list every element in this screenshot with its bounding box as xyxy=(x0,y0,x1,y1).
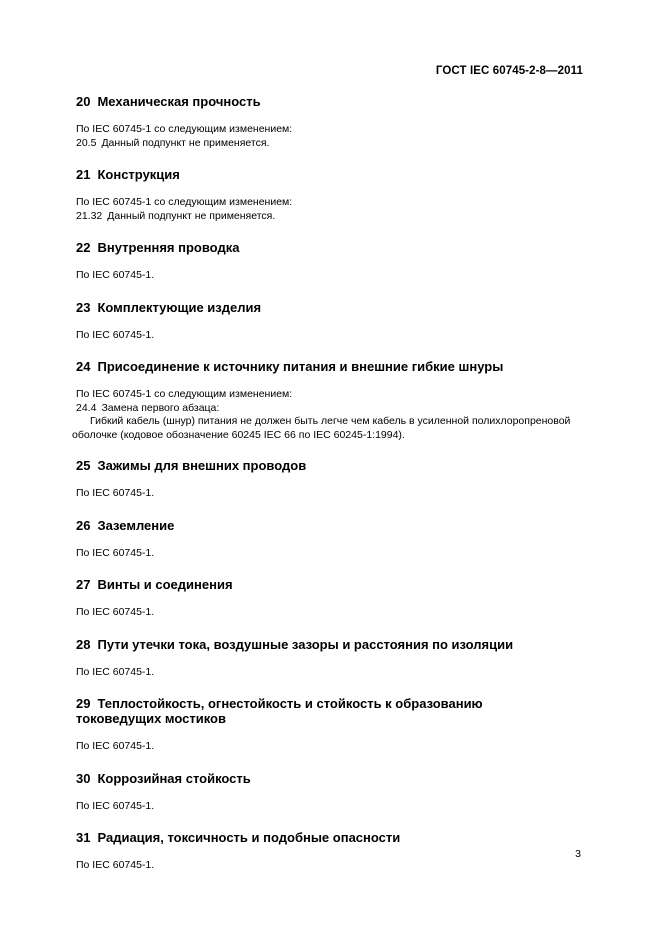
section-title: Коррозийная стойкость xyxy=(97,770,251,786)
section-number: 21 xyxy=(76,167,91,182)
section-27 xyxy=(76,577,586,620)
section-title: Зажимы для внешних проводов xyxy=(97,458,307,473)
subclause-number: 21.32 xyxy=(76,209,103,222)
subclause-text: Данный подпункт не применяется. xyxy=(101,136,270,149)
section-title-continuation: токоведущих мостиков xyxy=(76,711,226,726)
paragraph: По IEC 60745-1. xyxy=(76,546,155,559)
document-code: ГОСТ IEC 60745-2-8—2011 xyxy=(435,65,583,77)
section-heading xyxy=(76,771,586,786)
section-25 xyxy=(76,458,586,501)
paragraph: По IEC 60745-1. xyxy=(76,606,155,618)
section-heading xyxy=(76,518,586,533)
section-heading xyxy=(76,94,586,109)
section-heading xyxy=(76,359,586,374)
section-number: 23 xyxy=(76,299,91,315)
section-number: 25 xyxy=(76,458,91,473)
section-heading xyxy=(76,696,586,726)
section-heading xyxy=(76,300,586,315)
subclause xyxy=(76,402,586,416)
paragraph: По IEC 60745-1 со следующим изменением: xyxy=(76,123,293,135)
paragraph: По IEC 60745-1. xyxy=(76,665,155,678)
paragraph: По IEC 60745-1. xyxy=(76,269,155,281)
section-24 xyxy=(72,359,586,442)
section-title: Присоединение к источнику питания и внешние гибкие шнуры xyxy=(97,359,504,374)
section-number: 26 xyxy=(76,517,91,533)
section-26 xyxy=(76,518,586,561)
section-title: Теплостойкость, огнестойкость и стойкость к образованию xyxy=(97,696,483,711)
section-number: 30 xyxy=(76,770,91,786)
section-title: Конструкция xyxy=(97,167,180,182)
section-number: 31 xyxy=(76,830,91,845)
section-title: Радиация, токсичность и подобные опасности xyxy=(97,830,401,845)
section-title: Внутренняя проводка xyxy=(97,240,240,255)
section-28 xyxy=(76,637,586,680)
section-heading xyxy=(76,830,586,845)
section-30 xyxy=(76,771,586,814)
paragraph: По IEC 60745-1. xyxy=(76,328,155,341)
section-23 xyxy=(76,300,586,343)
subclause xyxy=(76,210,586,224)
subclause xyxy=(76,137,586,151)
subclause-number: 24.4 xyxy=(76,401,97,414)
section-title: Заземление xyxy=(97,517,175,533)
paragraph: По IEC 60745-1. xyxy=(76,799,155,812)
section-20 xyxy=(76,94,586,150)
section-title: Механическая прочность xyxy=(97,94,261,109)
section-title: Комплектующие изделия xyxy=(97,299,262,315)
section-21 xyxy=(76,167,586,223)
section-number: 24 xyxy=(76,359,91,374)
subclause-text: Данный подпункт не применяется. xyxy=(107,209,276,222)
paragraph: По IEC 60745-1. xyxy=(76,487,155,499)
section-number: 22 xyxy=(76,240,91,255)
section-29 xyxy=(76,696,586,754)
paragraph: Гибкий кабель (шнур) питания не должен быть легче чем кабель в усиленной полихлоропреновой xyxy=(90,415,571,427)
section-heading xyxy=(76,167,586,182)
subclause-text: Замена первого абзаца: xyxy=(101,401,220,414)
paragraph: По IEC 60745-1 со следующим изменением: xyxy=(76,196,293,208)
section-heading xyxy=(76,458,586,473)
paragraph: По IEC 60745-1. xyxy=(76,740,155,752)
section-22 xyxy=(76,240,586,283)
paragraph: По IEC 60745-1. xyxy=(76,859,155,871)
section-number: 27 xyxy=(76,577,91,592)
page-number: 3 xyxy=(575,848,581,860)
section-number: 20 xyxy=(76,94,91,109)
section-title: Пути утечки тока, воздушные зазоры и расстояния по изоляции xyxy=(97,636,514,652)
section-number: 29 xyxy=(76,696,91,711)
document-body xyxy=(72,94,586,873)
section-title: Винты и соединения xyxy=(97,577,233,592)
section-heading xyxy=(76,637,586,652)
section-heading xyxy=(76,240,586,255)
paragraph: По IEC 60745-1 со следующим изменением: xyxy=(76,388,293,400)
section-31 xyxy=(76,830,586,873)
section-heading xyxy=(76,577,586,592)
paragraph: оболочке (кодовое обозначение 60245 IEC 66 по IEC 60245-1:1994). xyxy=(72,428,405,441)
section-number: 28 xyxy=(76,636,91,652)
subclause-number: 20.5 xyxy=(76,136,97,149)
